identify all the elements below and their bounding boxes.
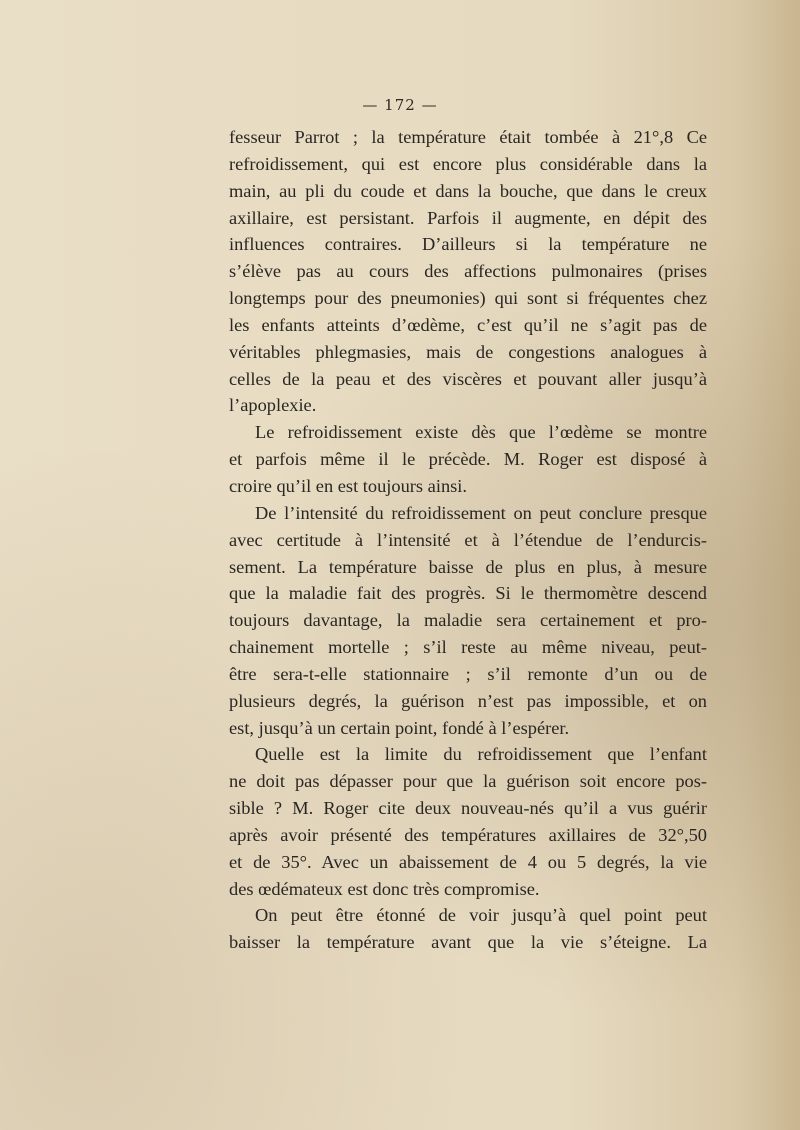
text-line: Quelle est la limite du refroidissement que l’enfant [255,744,707,765]
text-line: sement. La température baisse de plus en plus, à mesure [229,556,707,577]
text-line: après avoir présenté des températures axillaires de 32°,50 [229,824,707,845]
text-line: chainement mortelle ; s’il reste au même niveau, peut- [229,637,707,658]
text-line: On peut être étonné de voir jusqu’à quel point peut [255,905,707,926]
text-line: baisser la température avant que la vie s’éteigne. La [229,932,707,953]
text-line: influences contraires. D’ailleurs si la température ne [229,234,707,255]
text-line: Le refroidissement existe dès que l’œdème se montre [255,422,707,443]
text-line: est, jusqu’à un certain point, fondé à l’espérer. [229,717,570,738]
text-line: que la maladie fait des progrès. Si le thermomètre descend [229,583,707,604]
text-line: De l’intensité du refroidissement on peut conclure presque [255,502,707,523]
text-line: plusieurs degrés, la guérison n’est pas impossible, et on [229,690,707,711]
text-line: des œdémateux est donc très compromise. [229,878,540,899]
text-line: croire qu’il en est toujours ainsi. [229,475,468,496]
text-line: être sera-t-elle stationnaire ; s’il remonte d’un ou de [229,663,707,684]
text-line: les enfants atteints d’œdème, c’est qu’il ne s’agit pas de [229,314,707,335]
text-line: celles de la peau et des viscères et pouvant aller jusqu’à [229,368,707,389]
text-line: l’apoplexie. [229,395,317,416]
text-line: sible ? M. Roger cite deux nouveau-nés qu’il a vus guérir [229,798,707,819]
text-line: s’élève pas au cours des affections pulmonaires (prises [229,261,707,282]
text-line: refroidissement, qui est encore plus considérable dans la [229,153,707,174]
text-line: et de 35°. Avec un abaissement de 4 ou 5 degrés, la vie [229,851,707,872]
text-line: et parfois même il le précède. M. Roger est disposé à [229,449,707,470]
body-text [229,124,707,956]
text-line: axillaire, est persistant. Parfois il augmente, en dépit des [229,207,707,228]
page-number: — 172 — [362,96,438,114]
text-line: fesseur Parrot ; la température était tombée à 21°,8 Ce [229,127,707,147]
text-line: ne doit pas dépasser pour que la guérison soit encore pos- [229,771,707,792]
text-line: toujours davantage, la maladie sera certainement et pro- [229,610,707,631]
text-line: véritables phlegmasies, mais de congestions analogues à [229,341,707,362]
text-line: longtemps pour des pneumonies) qui sont si fréquentes chez [229,288,707,309]
text-line: main, au pli du coude et dans la bouche, que dans le creux [229,180,707,201]
text-line: avec certitude à l’intensité et à l’étendue de l’endurcis- [229,529,707,550]
